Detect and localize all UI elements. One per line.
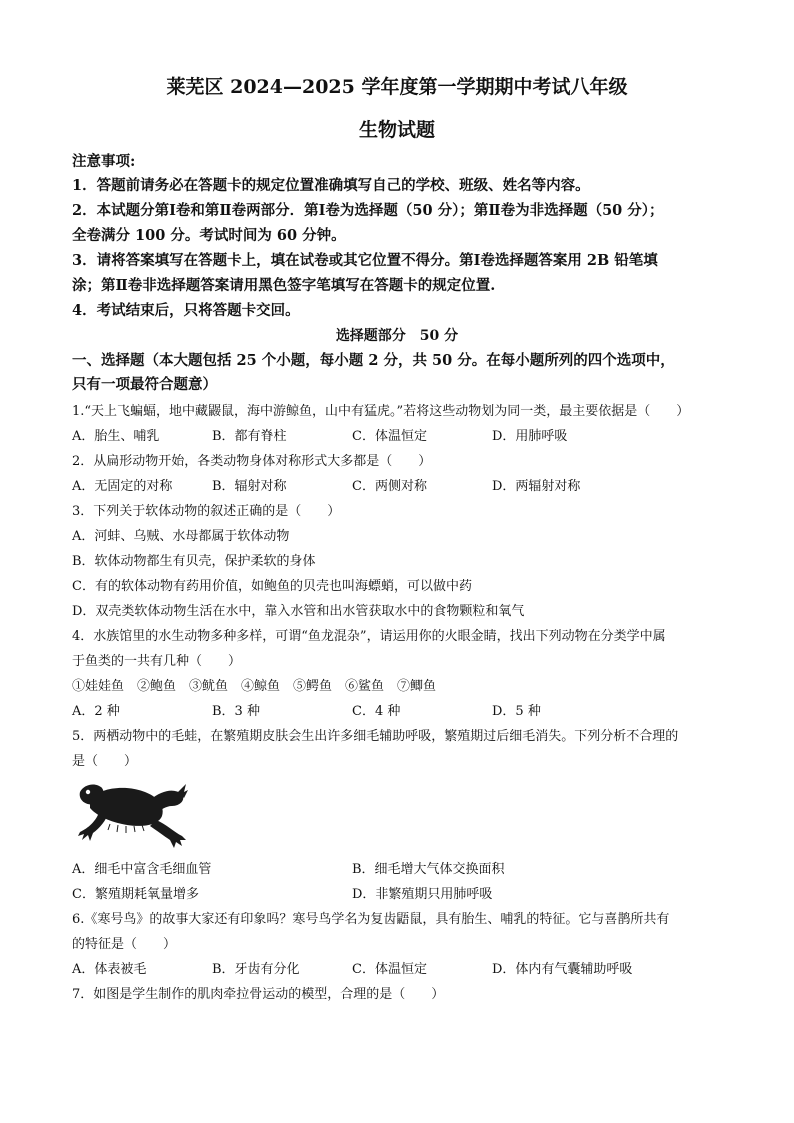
q2-option-c: C．两侧对称	[352, 479, 427, 494]
q1-stem: 1.“天上飞蝙蝠，地中藏鼹鼠，海中游鲸鱼，山中有猛虎。”若将这些动物划为同一类，最主要依据是（ ）	[72, 404, 690, 419]
q5-option-d: D．非繁殖期只用肺呼吸	[352, 887, 493, 902]
q6-stem-line1: 6.《寒号鸟》的故事大家还有印象吗？寒号鸟学名为复齿鼯鼠，具有胎生、哺乳的特征。它与喜鹊所共有	[72, 912, 670, 927]
q4-option-b: B．3 种	[212, 704, 260, 719]
notice-item-3: 3．请将答案填写在答题卡上，填在试卷或其它位置不得分。第Ⅰ卷选择题答案用 2B 铅笔填	[72, 252, 658, 269]
q4-stem-line1: 4．水族馆里的水生动物多种多样，可谓“鱼龙混杂”，请运用你的火眼金睛，找出下列动物在分类学中属	[72, 629, 666, 644]
q5-stem-line1: 5．两栖动物中的毛蛙，在繁殖期皮肤会生出许多细毛辅助呼吸，繁殖期过后细毛消失。下列分析不合理的	[72, 729, 679, 744]
q4-animal-list: ①娃娃鱼 ②鲍鱼 ③鱿鱼 ④鲸鱼 ⑤鳄鱼 ⑥鲨鱼 ⑦鲫鱼	[72, 679, 437, 694]
notice-heading: 注意事项:	[72, 153, 136, 170]
section-title: 选择题部分 50 分	[335, 328, 459, 344]
section-intro-line1: 一、选择题（本大题包括 25 个小题，每小题 2 分，共 50 分。在每小题所列的四个选项中，	[72, 352, 675, 369]
q2-option-d: D．两辐射对称	[492, 479, 581, 494]
q4-option-a: A．2 种	[72, 704, 120, 719]
q3-stem: 3．下列关于软体动物的叙述正确的是（ ）	[72, 504, 341, 519]
hairy-frog-illustration	[70, 770, 190, 850]
q6-stem-line2: 的特征是（ ）	[72, 937, 177, 952]
q5-stem-line2: 是（ ）	[72, 754, 138, 769]
q3-option-a: A．河蚌、乌贼、水母都属于软体动物	[72, 529, 290, 544]
notice-item-3-cont: 涂；第Ⅱ卷非选择题答案请用黑色签字笔填写在答题卡的规定位置.	[72, 277, 496, 294]
q6-option-b: B．牙齿有分化	[212, 962, 300, 977]
exam-title: 莱芜区 2024—2025 学年度第一学期期中考试八年级	[166, 76, 628, 98]
q4-stem-line2: 于鱼类的一共有几种（ ）	[72, 654, 242, 669]
q2-option-a: A．无固定的对称	[72, 479, 173, 494]
q6-option-d: D．体内有气囊辅助呼吸	[492, 962, 633, 977]
q4-option-d: D．5 种	[492, 704, 541, 719]
q6-option-a: A．体表被毛	[72, 962, 147, 977]
q1-option-c: C．体温恒定	[352, 429, 427, 444]
q3-option-d: D．双壳类软体动物生活在水中，靠入水管和出水管获取水中的食物颗粒和氧气	[72, 604, 525, 619]
q1-option-b: B．都有脊柱	[212, 429, 287, 444]
section-intro-line2: 只有一项最符合题意）	[72, 376, 217, 393]
q2-option-b: B．辐射对称	[212, 479, 287, 494]
q6-option-c: C．体温恒定	[352, 962, 427, 977]
q4-option-c: C．4 种	[352, 704, 401, 719]
notice-item-1: 1．答题前请务必在答题卡的规定位置准确填写自己的学校、班级、姓名等内容。	[72, 177, 590, 194]
q3-option-b: B．软体动物都生有贝壳，保护柔软的身体	[72, 554, 316, 569]
q2-stem: 2．从扁形动物开始，各类动物身体对称形式大多都是（ ）	[72, 454, 432, 469]
notice-item-2-cont: 全卷满分 100 分。考试时间为 60 分钟。	[72, 227, 346, 244]
notice-item-4: 4．考试结束后，只将答题卡交回。	[72, 302, 300, 319]
q1-option-d: D．用肺呼吸	[492, 429, 568, 444]
q7-stem: 7．如图是学生制作的肌肉牵拉骨运动的模型，合理的是（ ）	[72, 987, 445, 1002]
notice-item-2: 2．本试题分第Ⅰ卷和第Ⅱ卷两部分．第Ⅰ卷为选择题（50 分）；第Ⅱ卷为非选择题（50 分）；	[72, 202, 664, 219]
exam-subtitle: 生物试题	[358, 119, 435, 141]
q5-option-a: A．细毛中富含毛细血管	[72, 862, 212, 877]
q3-option-c: C．有的软体动物有药用价值，如鲍鱼的贝壳也叫海螵蛸，可以做中药	[72, 579, 472, 594]
q5-option-b: B．细毛增大气体交换面积	[352, 862, 505, 877]
q1-option-a: A．胎生、哺乳	[72, 429, 160, 444]
q5-option-c: C．繁殖期耗氧量增多	[72, 887, 199, 902]
